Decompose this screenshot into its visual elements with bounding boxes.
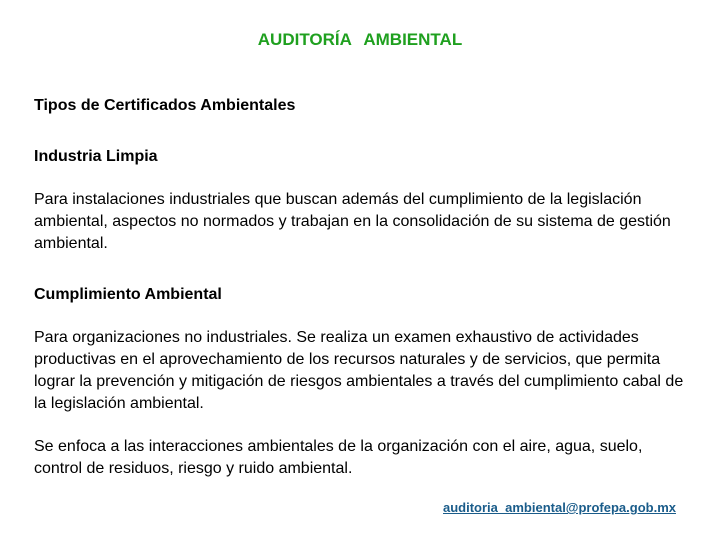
document-body — [34, 95, 694, 480]
contact-email-link[interactable]: auditoria_ambiental@profepa.gob.mx — [443, 500, 676, 515]
focus-text: Se enfoca a las interacciones ambientales de la organización con el aire, agua, suelo, control de residuos, riesgo y ruido ambiental. — [34, 438, 643, 477]
industria-limpia-text: Para instalaciones industriales que buscan además del cumplimiento de la legislación ambiental, aspectos no normados y trabajan en la consolidación de su sistema de gestión ambiental. — [34, 191, 671, 252]
cumplimiento-ambiental-text: Para organizaciones no industriales. Se realiza un examen exhaustivo de actividades productivas en el aprovechamiento de los recursos naturales y de servicios, que permita lograr la prevención y mitigación de riesgos ambientales a través del cumplimiento cabal de la legislación ambiental. — [34, 329, 684, 412]
document-title: AUDITORÍA AMBIENTAL — [257, 30, 463, 49]
industria-limpia-heading: Industria Limpia — [34, 148, 158, 165]
cumplimiento-ambiental-heading: Cumplimiento Ambiental — [34, 286, 222, 303]
section-title: Tipos de Certificados Ambientales — [34, 97, 296, 114]
